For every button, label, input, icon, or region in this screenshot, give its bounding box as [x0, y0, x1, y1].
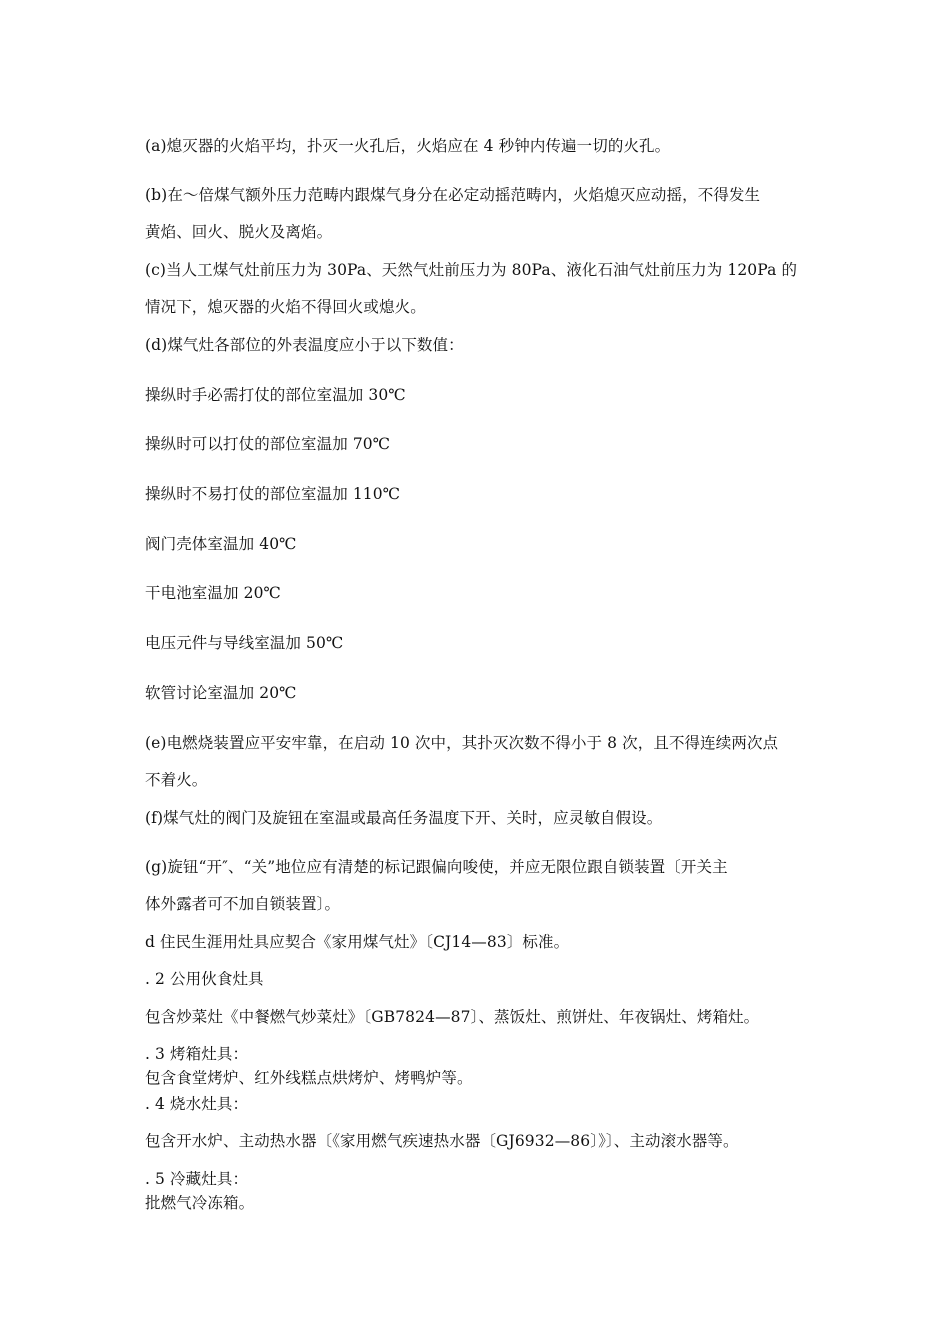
text-line: . 2 公用伙食灶具 [145, 970, 264, 988]
text-line: (b)在～倍煤气额外压力范畴内跟煤气身分在必定动摇范畴内，火焰熄灭应动摇，不得发生 [145, 186, 761, 204]
text-line: 干电池室温加 20℃ [145, 584, 281, 602]
text-line: 批燃气冷冻箱。 [145, 1194, 255, 1212]
text-line: 包含炒菜灶《中餐燃气炒菜灶》〔GB7824—87〕、蒸饭灶、煎饼灶、年夜锅灶、烤箱灶。 [145, 1008, 760, 1026]
text-line: 情况下，熄灭器的火焰不得回火或熄火。 [145, 298, 426, 316]
text-line: 包含食堂烤炉、红外线糕点烘烤炉、烤鸭炉等。 [145, 1069, 473, 1087]
text-line: 操纵时不易打仗的部位室温加 110℃ [145, 485, 401, 503]
text-line: 操纵时可以打仗的部位室温加 70℃ [145, 435, 391, 453]
text-line: (f)煤气灶的阀门及旋钮在室温或最高任务温度下开、关时，应灵敏自假设。 [145, 809, 663, 827]
text-line: (e)电燃烧装置应平安牢靠，在启动 10 次中，其扑灭次数不得小于 8 次，且不得连续两次点 [145, 734, 779, 752]
text-line: (d)煤气灶各部位的外表温度应小于以下数值： [145, 336, 464, 354]
text-line: 阀门壳体室温加 40℃ [145, 535, 297, 553]
text-line: (g)旋钮“开″、“关”地位应有清楚的标记跟偏向唆使，并应无限位跟自锁装置〔开关主 [145, 858, 728, 876]
text-line: (c)当人工煤气灶前压力为 30Pa、天然气灶前压力为 80Pa、液化石油气灶前压力为 120Pa 的 [145, 261, 798, 279]
text-line: . 5 冷藏灶具： [145, 1170, 249, 1188]
text-line: d 住民生涯用灶具应契合《家用煤气灶》〔CJ14—83〕标准。 [145, 933, 570, 951]
text-line: 软管讨论室温加 20℃ [145, 684, 297, 702]
text-line: . 4 烧水灶具： [145, 1095, 249, 1113]
text-line: 体外露者可不加自锁装置〕。 [145, 895, 341, 913]
text-line: 操纵时手必需打仗的部位室温加 30℃ [145, 386, 406, 404]
text-line: 黄焰、回火、脱火及离焰。 [145, 223, 333, 241]
text-line: . 3 烤箱灶具： [145, 1045, 249, 1063]
text-line: 不着火。 [145, 771, 208, 789]
text-line: 电压元件与导线室温加 50℃ [145, 634, 344, 652]
text-line: (a)熄灭器的火焰平均，扑灭一火孔后，火焰应在 4 秒钟内传遍一切的火孔。 [145, 137, 671, 155]
text-line: 包含开水炉、主动热水器〔《家用燃气疾速热水器〔GJ6932—86〕》〕、主动滚水器等。 [145, 1132, 739, 1150]
